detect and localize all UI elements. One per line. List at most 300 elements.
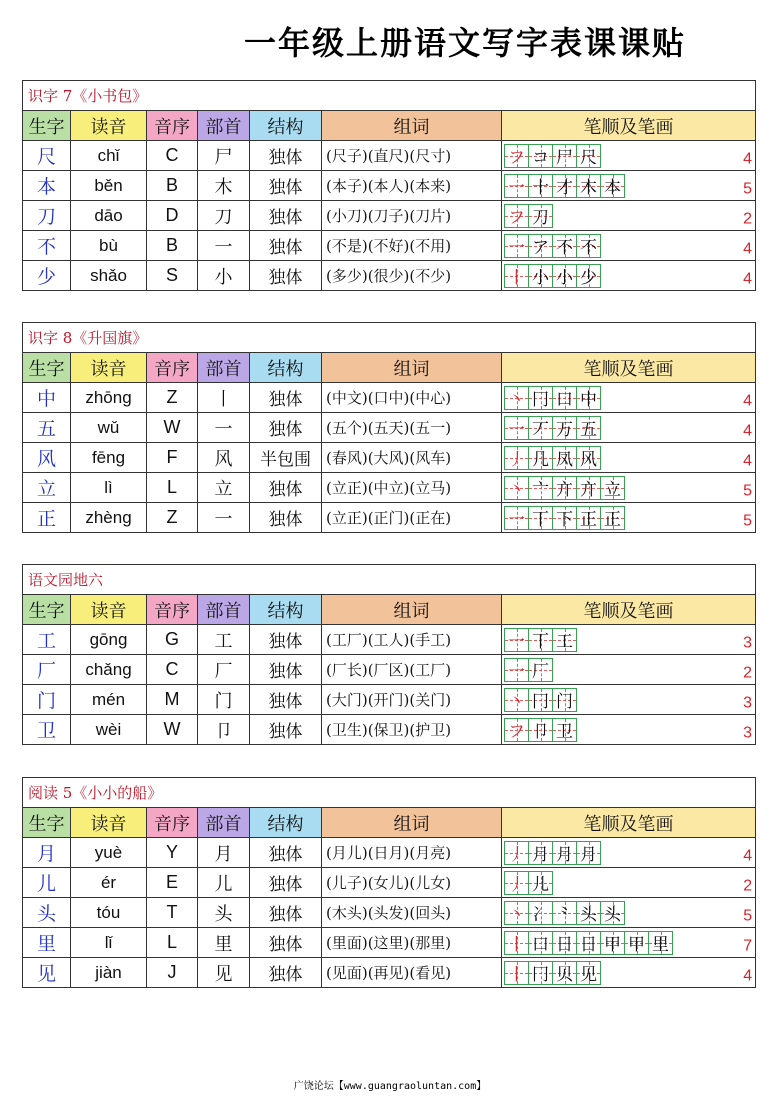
stroke-step-box <box>552 901 577 925</box>
stroke-sequence <box>502 386 755 410</box>
stroke-step-box <box>576 506 601 530</box>
stroke-step-glyph: 亣 <box>556 480 573 500</box>
table-row <box>23 473 756 503</box>
stroke-step-glyph: 冂 <box>532 965 549 985</box>
stroke-order-cell <box>502 868 756 898</box>
stroke-step-glyph: 口 <box>556 390 573 410</box>
stroke-step-box <box>528 658 553 682</box>
stroke-order-cell <box>502 201 756 231</box>
sound-order-cell: G <box>147 625 198 655</box>
words-cell: (立正)(中立)(立马) <box>322 473 502 503</box>
radical-cell: 头 <box>198 898 250 928</box>
stroke-step-box <box>528 476 553 500</box>
stroke-count: 5 <box>743 482 753 500</box>
stroke-step-box <box>504 688 529 712</box>
header-structure: 结构 <box>250 353 322 383</box>
pinyin-cell: bù <box>71 231 147 261</box>
stroke-step-glyph: 不 <box>556 238 573 258</box>
stroke-sequence <box>502 476 755 500</box>
sound-order-cell: Y <box>147 838 198 868</box>
stroke-step-box <box>576 931 601 955</box>
stroke-step-box <box>504 931 529 955</box>
section-title: 识字 8《升国旗》 <box>23 323 756 353</box>
words-cell: (见面)(再见)(看见) <box>322 958 502 988</box>
stroke-step-glyph: 冂 <box>532 390 549 410</box>
radical-cell: 门 <box>198 685 250 715</box>
radical-cell: 木 <box>198 171 250 201</box>
stroke-step-glyph: 一 <box>508 662 525 682</box>
structure-cell: 独体 <box>250 715 322 745</box>
header-radical: 部首 <box>198 595 250 625</box>
sound-order-cell: E <box>147 868 198 898</box>
stroke-step-box <box>600 476 625 500</box>
header-pinyin: 读音 <box>71 808 147 838</box>
radical-cell: 一 <box>198 231 250 261</box>
stroke-step-box <box>504 204 529 228</box>
pinyin-cell: běn <box>71 171 147 201</box>
stroke-sequence <box>502 688 755 712</box>
stroke-order-cell <box>502 838 756 868</box>
header-strokes: 笔顺及笔画 <box>502 595 756 625</box>
words-cell: (儿子)(女儿)(儿女) <box>322 868 502 898</box>
stroke-step-glyph: 一 <box>508 238 525 258</box>
stroke-count: 2 <box>743 210 753 228</box>
header-char: 生字 <box>23 808 71 838</box>
stroke-step-box <box>528 506 553 530</box>
stroke-step-box <box>504 174 529 198</box>
stroke-step-box <box>504 264 529 288</box>
stroke-count: 5 <box>743 512 753 530</box>
stroke-step-glyph: 贝 <box>556 965 573 985</box>
character-cell: 见 <box>23 958 71 988</box>
stroke-step-glyph: 丶 <box>508 905 525 925</box>
stroke-step-glyph: 正 <box>580 510 597 530</box>
stroke-sequence <box>502 446 755 470</box>
stroke-step-glyph: 头 <box>604 905 621 925</box>
stroke-count: 4 <box>743 967 753 985</box>
structure-cell: 独体 <box>250 141 322 171</box>
stroke-step-box <box>600 174 625 198</box>
sound-order-cell: B <box>147 171 198 201</box>
table-row <box>23 655 756 685</box>
radical-cell: 小 <box>198 261 250 291</box>
stroke-step-glyph: 一 <box>508 420 525 440</box>
header-order: 音序 <box>147 808 198 838</box>
pinyin-cell: lǐ <box>71 928 147 958</box>
radical-cell: 丨 <box>198 383 250 413</box>
stroke-step-glyph: 正 <box>604 510 621 530</box>
stroke-step-glyph: 丨 <box>508 268 525 288</box>
table-row <box>23 715 756 745</box>
words-cell: (小刀)(刀子)(刀片) <box>322 201 502 231</box>
stroke-step-box <box>504 658 529 682</box>
stroke-sequence <box>502 144 755 168</box>
pinyin-cell: fēng <box>71 443 147 473</box>
sound-order-cell: W <box>147 715 198 745</box>
stroke-step-box <box>552 506 577 530</box>
stroke-step-box <box>528 234 553 258</box>
stroke-step-glyph: 丶 <box>508 480 525 500</box>
stroke-step-glyph: 丨 <box>508 965 525 985</box>
stroke-step-glyph: 甲 <box>628 935 645 955</box>
structure-cell: 独体 <box>250 171 322 201</box>
stroke-step-box <box>504 144 529 168</box>
stroke-step-glyph: 小 <box>532 268 549 288</box>
stroke-step-box <box>528 446 553 470</box>
header-words: 组词 <box>322 111 502 141</box>
radical-cell: 里 <box>198 928 250 958</box>
radical-cell: 立 <box>198 473 250 503</box>
table-row <box>23 685 756 715</box>
words-cell: (工厂)(工人)(手工) <box>322 625 502 655</box>
pinyin-cell: shǎo <box>71 261 147 291</box>
stroke-order-cell <box>502 958 756 988</box>
header-row <box>23 808 756 838</box>
words-cell: (不是)(不好)(不用) <box>322 231 502 261</box>
stroke-step-glyph: フ <box>508 148 525 168</box>
stroke-step-glyph: 几 <box>532 450 549 470</box>
header-words: 组词 <box>322 808 502 838</box>
radical-cell: 一 <box>198 503 250 533</box>
sound-order-cell: B <box>147 231 198 261</box>
stroke-count: 3 <box>743 724 753 742</box>
stroke-step-box <box>576 476 601 500</box>
stroke-step-glyph: 万 <box>556 420 573 440</box>
stroke-step-box <box>552 961 577 985</box>
stroke-count: 5 <box>743 180 753 198</box>
stroke-order-cell <box>502 383 756 413</box>
structure-cell: 半包围 <box>250 443 322 473</box>
header-pinyin: 读音 <box>71 111 147 141</box>
stroke-step-box <box>528 961 553 985</box>
stroke-step-box <box>504 628 529 652</box>
sound-order-cell: D <box>147 201 198 231</box>
structure-cell: 独体 <box>250 413 322 443</box>
stroke-sequence <box>502 718 755 742</box>
header-radical: 部首 <box>198 808 250 838</box>
radical-cell: 卩 <box>198 715 250 745</box>
stroke-sequence <box>502 506 755 530</box>
table-row <box>23 443 756 473</box>
stroke-step-box <box>528 688 553 712</box>
stroke-count: 4 <box>743 847 753 865</box>
words-cell: (厂长)(厂区)(工厂) <box>322 655 502 685</box>
stroke-count: 4 <box>743 452 753 470</box>
structure-cell: 独体 <box>250 201 322 231</box>
stroke-step-glyph: 厂 <box>532 662 549 682</box>
sound-order-cell: S <box>147 261 198 291</box>
character-cell: 尺 <box>23 141 71 171</box>
section-0 <box>22 80 755 291</box>
stroke-count: 3 <box>743 634 753 652</box>
stroke-order-cell <box>502 261 756 291</box>
header-row <box>23 111 756 141</box>
pinyin-cell: mén <box>71 685 147 715</box>
stroke-step-glyph: 才 <box>556 178 573 198</box>
pinyin-cell: gōng <box>71 625 147 655</box>
character-cell: 儿 <box>23 868 71 898</box>
stroke-step-glyph: 丿 <box>508 875 525 895</box>
stroke-count: 7 <box>743 937 753 955</box>
sound-order-cell: W <box>147 413 198 443</box>
stroke-step-box <box>600 931 625 955</box>
pinyin-cell: zhōng <box>71 383 147 413</box>
stroke-order-cell <box>502 898 756 928</box>
structure-cell: 独体 <box>250 868 322 898</box>
section-2 <box>22 564 755 745</box>
stroke-sequence <box>502 204 755 228</box>
structure-cell: 独体 <box>250 473 322 503</box>
character-cell: 本 <box>23 171 71 201</box>
header-row <box>23 595 756 625</box>
header-order: 音序 <box>147 595 198 625</box>
stroke-step-glyph: 丆 <box>532 420 549 440</box>
header-structure: 结构 <box>250 595 322 625</box>
stroke-step-box <box>504 234 529 258</box>
section-title: 阅读 5《小小的船》 <box>23 778 756 808</box>
stroke-step-box <box>528 174 553 198</box>
stroke-step-glyph: 冂 <box>532 692 549 712</box>
character-cell: 头 <box>23 898 71 928</box>
stroke-step-glyph: 丿 <box>508 845 525 865</box>
stroke-step-glyph: 木 <box>580 178 597 198</box>
stroke-step-box <box>552 628 577 652</box>
stroke-step-glyph: 见 <box>580 965 597 985</box>
stroke-step-glyph: 下 <box>556 510 573 530</box>
sound-order-cell: Z <box>147 383 198 413</box>
pinyin-cell: dāo <box>71 201 147 231</box>
stroke-step-box <box>576 144 601 168</box>
stroke-step-glyph: 丅 <box>532 510 549 530</box>
stroke-step-glyph: 月 <box>532 845 549 865</box>
sound-order-cell: Z <box>147 503 198 533</box>
stroke-step-glyph: 丅 <box>532 632 549 652</box>
pinyin-cell: chǎng <box>71 655 147 685</box>
stroke-step-glyph: 丿 <box>508 450 525 470</box>
stroke-sequence <box>502 658 755 682</box>
header-structure: 结构 <box>250 808 322 838</box>
stroke-order-cell <box>502 685 756 715</box>
stroke-step-glyph: 口 <box>532 935 549 955</box>
page-title: 一年级上册语文写字表课课贴 <box>243 24 686 62</box>
footer-credit: 广饶论坛【www.guangraoluntan.com】 <box>293 1081 487 1092</box>
stroke-step-box <box>552 174 577 198</box>
stroke-step-glyph: 甲 <box>604 935 621 955</box>
character-cell: 中 <box>23 383 71 413</box>
words-cell: (春风)(大风)(风车) <box>322 443 502 473</box>
stroke-step-box <box>504 446 529 470</box>
character-table <box>22 777 756 988</box>
stroke-step-box <box>576 416 601 440</box>
stroke-step-glyph: 一 <box>508 178 525 198</box>
stroke-step-box <box>552 386 577 410</box>
header-strokes: 笔顺及笔画 <box>502 808 756 838</box>
stroke-step-box <box>624 931 649 955</box>
stroke-order-cell <box>502 443 756 473</box>
sound-order-cell: F <box>147 443 198 473</box>
stroke-step-glyph: 亣 <box>580 480 597 500</box>
stroke-step-box <box>528 931 553 955</box>
radical-cell: 尸 <box>198 141 250 171</box>
structure-cell: 独体 <box>250 928 322 958</box>
stroke-step-box <box>576 841 601 865</box>
table-row <box>23 625 756 655</box>
header-order: 音序 <box>147 353 198 383</box>
pinyin-cell: jiàn <box>71 958 147 988</box>
stroke-step-box <box>552 446 577 470</box>
header-strokes: 笔顺及笔画 <box>502 353 756 383</box>
sound-order-cell: C <box>147 655 198 685</box>
words-cell: (五个)(五天)(五一) <box>322 413 502 443</box>
stroke-step-box <box>528 628 553 652</box>
table-row <box>23 171 756 201</box>
stroke-sequence <box>502 264 755 288</box>
stroke-step-box <box>576 234 601 258</box>
table-row <box>23 261 756 291</box>
structure-cell: 独体 <box>250 655 322 685</box>
stroke-step-glyph: 日 <box>556 935 573 955</box>
table-row <box>23 898 756 928</box>
stroke-order-cell <box>502 715 756 745</box>
stroke-step-glyph: 小 <box>556 268 573 288</box>
stroke-step-glyph: 冫 <box>532 905 549 925</box>
words-cell: (多少)(很少)(不少) <box>322 261 502 291</box>
stroke-step-glyph: ア <box>532 238 549 258</box>
stroke-step-glyph: 日 <box>580 935 597 955</box>
stroke-step-box <box>504 841 529 865</box>
stroke-step-box <box>600 901 625 925</box>
stroke-count: 2 <box>743 664 753 682</box>
table-row <box>23 231 756 261</box>
sound-order-cell: L <box>147 928 198 958</box>
stroke-step-box <box>552 476 577 500</box>
character-cell: 门 <box>23 685 71 715</box>
stroke-step-glyph: 卫 <box>556 722 573 742</box>
stroke-step-glyph: 里 <box>652 935 669 955</box>
stroke-step-box <box>552 234 577 258</box>
pinyin-cell: lì <box>71 473 147 503</box>
stroke-step-glyph: 丶 <box>508 390 525 410</box>
character-cell: 月 <box>23 838 71 868</box>
words-cell: (月儿)(日月)(月亮) <box>322 838 502 868</box>
stroke-step-box <box>528 718 553 742</box>
words-cell: (木头)(头发)(回头) <box>322 898 502 928</box>
header-strokes: 笔顺及笔画 <box>502 111 756 141</box>
header-words: 组词 <box>322 353 502 383</box>
structure-cell: 独体 <box>250 838 322 868</box>
words-cell: (卫生)(保卫)(护卫) <box>322 715 502 745</box>
stroke-count: 5 <box>743 907 753 925</box>
stroke-step-box <box>552 718 577 742</box>
stroke-count: 4 <box>743 240 753 258</box>
stroke-order-cell <box>502 625 756 655</box>
header-char: 生字 <box>23 595 71 625</box>
words-cell: (里面)(这里)(那里) <box>322 928 502 958</box>
table-row <box>23 928 756 958</box>
radical-cell: 风 <box>198 443 250 473</box>
character-cell: 风 <box>23 443 71 473</box>
character-cell: 厂 <box>23 655 71 685</box>
stroke-order-cell <box>502 413 756 443</box>
stroke-step-glyph: 月 <box>556 845 573 865</box>
stroke-step-glyph: 五 <box>580 420 597 440</box>
pinyin-cell: wèi <box>71 715 147 745</box>
stroke-sequence <box>502 931 755 955</box>
words-cell: (立正)(正门)(正在) <box>322 503 502 533</box>
table-row <box>23 838 756 868</box>
stroke-step-box <box>552 416 577 440</box>
stroke-step-glyph: フ <box>508 722 525 742</box>
stroke-step-box <box>576 386 601 410</box>
sound-order-cell: T <box>147 898 198 928</box>
stroke-step-box <box>528 871 553 895</box>
table-row <box>23 141 756 171</box>
header-char: 生字 <box>23 353 71 383</box>
stroke-step-glyph: 少 <box>580 268 597 288</box>
stroke-step-glyph: 头 <box>580 905 597 925</box>
stroke-count: 2 <box>743 877 753 895</box>
stroke-step-glyph: 尸 <box>556 148 573 168</box>
stroke-step-box <box>504 476 529 500</box>
stroke-step-box <box>576 961 601 985</box>
section-1 <box>22 322 755 533</box>
pinyin-cell: chǐ <box>71 141 147 171</box>
stroke-step-glyph: 十 <box>532 178 549 198</box>
character-cell: 工 <box>23 625 71 655</box>
words-cell: (本子)(本人)(本来) <box>322 171 502 201</box>
structure-cell: 独体 <box>250 261 322 291</box>
radical-cell: 刀 <box>198 201 250 231</box>
stroke-step-box <box>504 416 529 440</box>
header-pinyin: 读音 <box>71 353 147 383</box>
radical-cell: 一 <box>198 413 250 443</box>
table-row <box>23 958 756 988</box>
character-table <box>22 322 756 533</box>
stroke-sequence <box>502 628 755 652</box>
character-table <box>22 564 756 745</box>
sound-order-cell: C <box>147 141 198 171</box>
stroke-step-box <box>528 416 553 440</box>
stroke-step-glyph: 本 <box>604 178 621 198</box>
stroke-step-glyph: 门 <box>556 692 573 712</box>
stroke-step-box <box>576 264 601 288</box>
stroke-step-glyph: 中 <box>580 390 597 410</box>
stroke-step-box <box>528 264 553 288</box>
stroke-step-glyph: 月 <box>580 845 597 865</box>
stroke-step-glyph: 尺 <box>580 148 597 168</box>
header-radical: 部首 <box>198 353 250 383</box>
stroke-step-glyph: 不 <box>580 238 597 258</box>
stroke-sequence <box>502 871 755 895</box>
stroke-step-box <box>552 144 577 168</box>
header-pinyin: 读音 <box>71 595 147 625</box>
radical-cell: 工 <box>198 625 250 655</box>
stroke-step-box <box>528 144 553 168</box>
stroke-count: 4 <box>743 270 753 288</box>
stroke-step-box <box>504 901 529 925</box>
stroke-step-glyph: コ <box>532 148 549 168</box>
stroke-step-glyph: 立 <box>604 480 621 500</box>
radical-cell: 见 <box>198 958 250 988</box>
stroke-step-box <box>552 688 577 712</box>
stroke-sequence <box>502 234 755 258</box>
section-title: 语文园地六 <box>23 565 756 595</box>
stroke-step-box <box>552 841 577 865</box>
stroke-step-box <box>528 386 553 410</box>
table-row <box>23 201 756 231</box>
stroke-order-cell <box>502 655 756 685</box>
section-title: 识字 7《小书包》 <box>23 81 756 111</box>
